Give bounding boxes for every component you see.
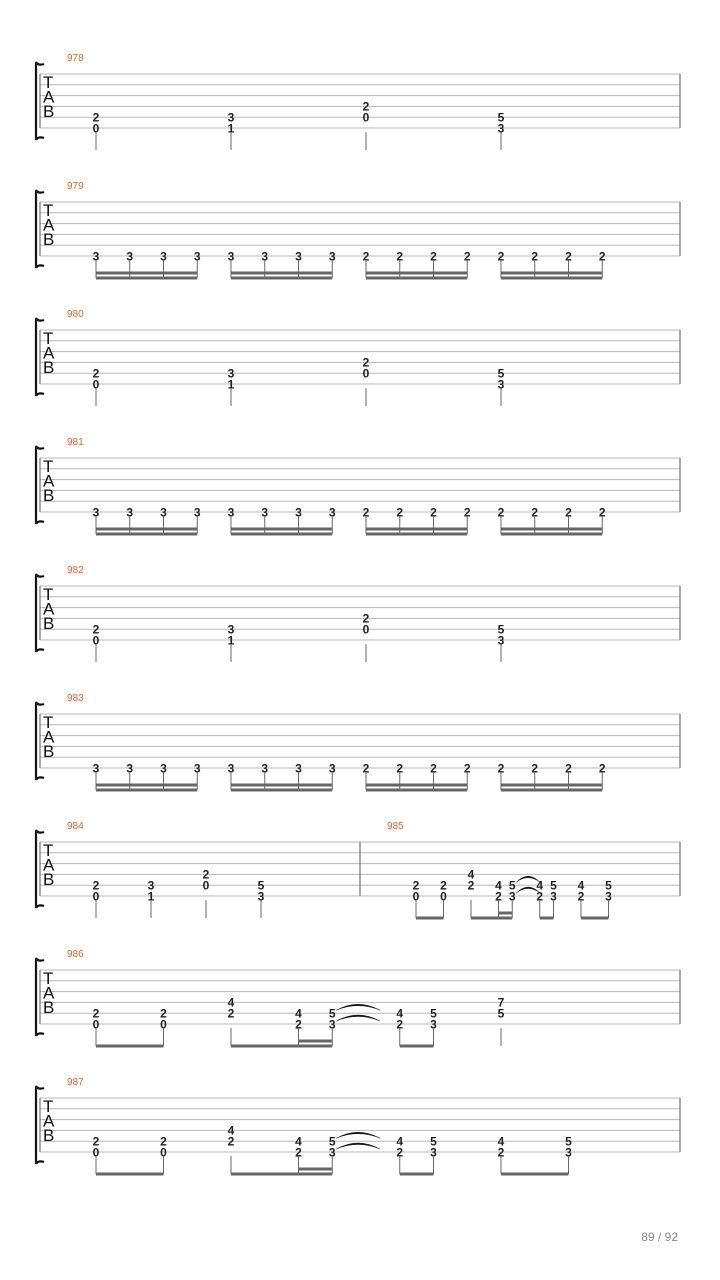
fret-number: 0 [440, 889, 447, 904]
fret-number: 3 [328, 505, 336, 520]
tab-clef-letter: T [43, 73, 54, 92]
tab-clef-letter: T [43, 841, 54, 860]
fret-number: 4 [295, 1134, 302, 1149]
fret-number: 3 [261, 761, 269, 776]
fret-number: 2 [92, 878, 100, 893]
fret-number: 3 [508, 889, 516, 904]
fret-number: 3 [160, 505, 167, 520]
tab-clef-letter: T [43, 585, 54, 604]
fret-number: 2 [430, 505, 437, 520]
tab-clef-letter: T [43, 969, 54, 988]
fret-number: 3 [257, 889, 265, 904]
fret-number: 2 [565, 761, 572, 776]
tab-clef-letter: B [43, 230, 55, 249]
fret-number: 2 [362, 761, 370, 776]
fret-number: 0 [362, 366, 370, 381]
measure-number: 987 [67, 1077, 84, 1088]
fret-number: 4 [536, 878, 544, 893]
tie-arc [336, 1143, 380, 1149]
fret-number: 5 [605, 878, 612, 893]
fret-number: 2 [531, 249, 539, 264]
fret-number: 3 [227, 110, 235, 125]
tie-arc [336, 1132, 380, 1138]
fret-number: 2 [531, 761, 539, 776]
tab-clef-letter: A [43, 87, 55, 107]
fret-number: 3 [328, 1017, 336, 1032]
fret-number: 5 [508, 878, 516, 893]
fret-number: 4 [227, 1123, 235, 1138]
fret-number: 3 [126, 249, 134, 264]
fret-number: 1 [227, 633, 235, 648]
tab-system [36, 565, 680, 662]
fret-number: 2 [396, 249, 404, 264]
fret-number: 2 [565, 249, 572, 264]
fret-number: 4 [467, 867, 475, 882]
tab-clef-letter: A [43, 855, 55, 875]
tab-clef-letter: A [43, 343, 55, 363]
fret-number: 2 [92, 1134, 100, 1149]
measure-number: 984 [67, 821, 84, 832]
fret-number: 0 [92, 633, 100, 648]
fret-number: 2 [362, 505, 370, 520]
fret-number: 2 [396, 505, 404, 520]
tie-arc [336, 1004, 380, 1010]
fret-number: 0 [92, 889, 100, 904]
tab-system [36, 309, 680, 406]
fret-number: 3 [160, 249, 167, 264]
tab-clef-letter: A [43, 1111, 55, 1131]
fret-number: 4 [577, 878, 585, 893]
fret-number: 2 [497, 1145, 505, 1160]
tab-clef-letter: T [43, 713, 54, 732]
fret-number: 3 [295, 505, 302, 520]
fret-number: 0 [92, 121, 100, 136]
fret-number: 1 [227, 121, 235, 136]
fret-number: 2 [227, 1006, 235, 1021]
fret-number: 2 [295, 1145, 302, 1160]
tab-clef-letter: T [43, 201, 54, 220]
fret-number: 3 [328, 1145, 336, 1160]
measure-number: 983 [67, 693, 84, 704]
fret-number: 2 [160, 1134, 167, 1149]
fret-number: 3 [193, 761, 201, 776]
tab-clef-letter: B [43, 870, 55, 889]
fret-number: 2 [227, 1134, 235, 1149]
tab-clef-letter: A [43, 983, 55, 1003]
fret-number: 4 [295, 1006, 302, 1021]
fret-number: 2 [362, 355, 370, 370]
fret-number: 2 [565, 505, 572, 520]
fret-number: 2 [396, 1145, 404, 1160]
fret-number: 0 [202, 878, 210, 893]
tab-clef-letter: B [43, 358, 55, 377]
fret-number: 5 [497, 110, 505, 125]
fret-number: 3 [227, 761, 235, 776]
page-number: 89 / 92 [641, 1230, 678, 1244]
fret-number: 5 [565, 1134, 572, 1149]
measure-number: 985 [387, 821, 404, 832]
fret-number: 2 [430, 249, 437, 264]
fret-number: 2 [92, 110, 100, 125]
fret-number: 2 [463, 761, 471, 776]
fret-number: 4 [396, 1134, 404, 1149]
fret-number: 2 [362, 249, 370, 264]
fret-number: 3 [193, 505, 201, 520]
fret-number: 3 [261, 505, 269, 520]
fret-number: 2 [467, 878, 475, 893]
tab-clef-letter: B [43, 486, 55, 505]
fret-number: 2 [362, 611, 370, 626]
tab-system [36, 1077, 680, 1174]
fret-number: 2 [598, 761, 606, 776]
tab-system [36, 53, 680, 150]
fret-number: 1 [227, 377, 235, 392]
fret-number: 0 [92, 1145, 100, 1160]
fret-number: 3 [328, 761, 336, 776]
fret-number: 2 [295, 1017, 302, 1032]
fret-number: 3 [160, 761, 167, 776]
measure-number: 982 [67, 565, 84, 576]
fret-number: 2 [440, 878, 447, 893]
fret-number: 7 [497, 995, 505, 1010]
fret-number: 3 [550, 889, 557, 904]
fret-number: 2 [577, 889, 585, 904]
fret-number: 3 [92, 505, 100, 520]
fret-number: 2 [598, 505, 606, 520]
tab-clef-letter: A [43, 599, 55, 619]
fret-number: 3 [92, 761, 100, 776]
fret-number: 0 [362, 110, 370, 125]
fret-number: 3 [227, 505, 235, 520]
fret-number: 3 [227, 622, 235, 637]
fret-number: 0 [92, 377, 100, 392]
fret-number: 3 [328, 249, 336, 264]
fret-number: 3 [430, 1145, 437, 1160]
fret-number: 0 [160, 1145, 167, 1160]
tab-system [36, 181, 680, 278]
fret-number: 2 [396, 1017, 404, 1032]
tab-clef-letter: B [43, 998, 55, 1017]
fret-number: 3 [147, 878, 155, 893]
fret-number: 3 [565, 1145, 572, 1160]
fret-number: 3 [126, 761, 134, 776]
fret-number: 3 [497, 377, 505, 392]
fret-number: 2 [463, 505, 471, 520]
fret-number: 2 [160, 1006, 167, 1021]
measure-number: 978 [67, 53, 84, 64]
fret-number: 3 [295, 249, 302, 264]
fret-number: 2 [92, 366, 100, 381]
fret-number: 2 [463, 249, 471, 264]
tab-clef-letter: A [43, 215, 55, 235]
tab-system [36, 693, 680, 790]
tab-clef-letter: T [43, 457, 54, 476]
fret-number: 4 [227, 995, 235, 1010]
fret-number: 2 [536, 889, 544, 904]
fret-number: 3 [227, 366, 235, 381]
tab-system [36, 949, 680, 1046]
fret-number: 5 [550, 878, 557, 893]
fret-number: 3 [126, 505, 134, 520]
fret-number: 4 [497, 1134, 505, 1149]
fret-number: 5 [257, 878, 265, 893]
fret-number: 3 [605, 889, 612, 904]
fret-number: 3 [497, 633, 505, 648]
fret-number: 0 [160, 1017, 167, 1032]
fret-number: 2 [202, 867, 210, 882]
fret-number: 5 [430, 1134, 437, 1149]
fret-number: 2 [495, 889, 502, 904]
fret-number: 5 [328, 1134, 336, 1149]
fret-number: 5 [497, 622, 505, 637]
fret-number: 5 [430, 1006, 437, 1021]
fret-number: 2 [412, 878, 420, 893]
fret-number: 2 [92, 622, 100, 637]
fret-number: 3 [193, 249, 201, 264]
fret-number: 3 [261, 249, 269, 264]
fret-number: 2 [497, 249, 505, 264]
fret-number: 4 [396, 1006, 404, 1021]
fret-number: 0 [412, 889, 420, 904]
fret-number: 3 [227, 249, 235, 264]
fret-number: 2 [362, 99, 370, 114]
fret-number: 2 [497, 505, 505, 520]
measure-number: 979 [67, 181, 84, 192]
measure-number: 980 [67, 309, 84, 320]
tab-system [36, 821, 680, 918]
fret-number: 0 [92, 1017, 100, 1032]
tab-clef-letter: A [43, 471, 55, 491]
fret-number: 2 [430, 761, 437, 776]
fret-number: 5 [497, 1006, 505, 1021]
fret-number: 0 [362, 622, 370, 637]
fret-number: 2 [396, 761, 404, 776]
fret-number: 2 [92, 1006, 100, 1021]
fret-number: 5 [497, 366, 505, 381]
tab-clef-letter: T [43, 329, 54, 348]
tie-arc [336, 1015, 380, 1021]
fret-number: 5 [328, 1006, 336, 1021]
tab-clef-letter: B [43, 742, 55, 761]
tab-clef-letter: B [43, 102, 55, 121]
tab-clef-letter: A [43, 727, 55, 747]
tab-clef-letter: B [43, 614, 55, 633]
fret-number: 3 [92, 249, 100, 264]
fret-number: 1 [147, 889, 155, 904]
fret-number: 4 [495, 878, 502, 893]
fret-number: 3 [430, 1017, 437, 1032]
fret-number: 2 [531, 505, 539, 520]
fret-number: 2 [598, 249, 606, 264]
tab-clef-letter: B [43, 1126, 55, 1145]
fret-number: 3 [295, 761, 302, 776]
measure-number: 981 [67, 437, 84, 448]
measure-number: 986 [67, 949, 84, 960]
fret-number: 2 [497, 761, 505, 776]
tab-system [36, 437, 680, 534]
fret-number: 3 [497, 121, 505, 136]
tab-clef-letter: T [43, 1097, 54, 1116]
